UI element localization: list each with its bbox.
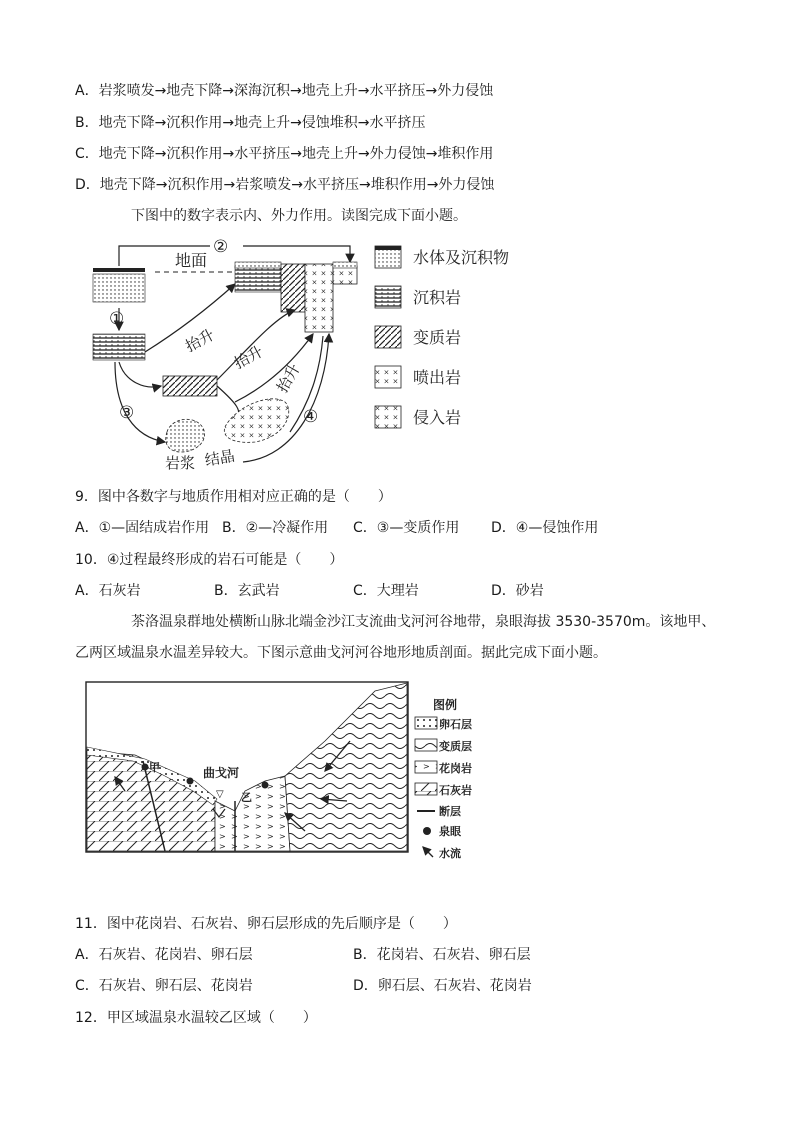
legend2-fault: 断层 <box>439 805 461 818</box>
uplift-label-2: 抬升 <box>231 342 267 373</box>
crystallize-label: 结晶 <box>203 446 237 470</box>
uplift-label-3: 抬升 <box>273 360 304 396</box>
q11-option-d: D．卵石层、石灰岩、花岗岩 <box>353 978 532 994</box>
figure2-legend <box>415 697 472 860</box>
jia-label: 甲 <box>149 761 160 774</box>
yi-label: 乙 <box>241 791 252 804</box>
num-1-label: ① <box>109 309 125 329</box>
magma-label: 岩浆 <box>165 454 196 472</box>
intro-figure1: 下图中的数字表示内、外力作用。读图完成下面小题。 <box>131 208 467 224</box>
q11-option-a: A．石灰岩、花岗岩、卵石层 <box>75 947 253 963</box>
legend2-pebble: 卵石层 <box>439 718 472 731</box>
legend-metamorphic: 变质岩 <box>413 328 462 347</box>
q10-option-d: D．砂岩 <box>491 583 544 599</box>
water-sediment-block <box>93 274 145 302</box>
intrusive-block-right <box>305 264 333 332</box>
q10-stem: 10．④过程最终形成的岩石可能是（ ） <box>75 552 344 568</box>
q8-option-a: A．岩浆喷发→地壳下降→深海沉积→地壳上升→水平挤压→外力侵蚀 <box>75 83 494 99</box>
q8-option-c: C．地壳下降→沉积作用→水平挤压→地壳上升→外力侵蚀→堆积作用 <box>75 146 494 162</box>
q9-option-b: B．②—冷凝作用 <box>222 520 329 536</box>
legend2-title: 图例 <box>433 698 458 712</box>
legend2-spring: 泉眼 <box>439 825 461 838</box>
metamorphic-block-middle <box>163 376 217 396</box>
q10-option-a: A．石灰岩 <box>75 583 141 599</box>
legend-extrusive: 喷出岩 <box>413 368 462 387</box>
q10-option-b: B．玄武岩 <box>214 583 280 599</box>
q11-stem: 11．图中花岗岩、石灰岩、卵石层形成的先后顺序是（ ） <box>75 916 457 932</box>
legend2-meta: 变质层 <box>439 740 472 753</box>
q9-option-c: C．③—变质作用 <box>353 520 460 536</box>
uplift-label-1: 抬升 <box>182 325 218 356</box>
magma-blob <box>166 419 205 452</box>
legend-intrusive: 侵入岩 <box>413 408 462 427</box>
num-4-label: ④ <box>303 407 319 427</box>
spring-jia <box>142 764 149 771</box>
valley-section-figure <box>85 681 485 863</box>
q10-option-c: C．大理岩 <box>353 583 419 599</box>
q12-stem: 12．甲区域温泉水温较乙区域（ ） <box>75 1010 317 1026</box>
legend2-limestone: 石灰岩 <box>439 784 472 797</box>
q9-option-d: D．④—侵蚀作用 <box>491 520 599 536</box>
q9-stem: 9．图中各数字与地质作用相对应正确的是（ ） <box>75 489 392 505</box>
q8-option-d: D．地壳下降→沉积作用→岩浆喷发→水平挤压→堆积作用→外力侵蚀 <box>75 177 495 193</box>
intrusive-blob <box>224 399 288 443</box>
figure1-legend <box>375 246 509 428</box>
rock-cycle-figure <box>85 232 545 477</box>
legend-water-sediment: 水体及沉积物 <box>413 248 510 267</box>
num-3-label: ③ <box>119 403 135 423</box>
legend2-granite: 花岗岩 <box>439 762 472 775</box>
ground-label: 地面 <box>175 251 208 270</box>
metamorphic-block-right <box>281 264 305 312</box>
river-label: 曲戈河 <box>203 766 240 780</box>
q8-option-b: B．地壳下降→沉积作用→地壳上升→侵蚀堆积→水平挤压 <box>75 115 426 131</box>
water-surface-top <box>93 268 145 272</box>
spring-yi <box>262 782 269 789</box>
q11-option-c: C．石灰岩、卵石层、花岗岩 <box>75 978 253 994</box>
sedimentary-block-right <box>235 266 281 292</box>
sedimentary-block-left <box>93 334 145 360</box>
legend-sedimentary: 沉积岩 <box>413 288 462 307</box>
num-2-label: ② <box>213 237 229 257</box>
q9-option-a: A．①—固结成岩作用 <box>75 520 210 536</box>
legend2-flow: 水流 <box>439 847 461 860</box>
extrusive-block-right <box>333 266 357 284</box>
svg-text:▽: ▽ <box>216 789 224 800</box>
intro-figure2: 茶洛温泉群地处横断山脉北端金沙江支流曲戈河河谷地带，泉眼海拔 3530-3570m。该地甲、乙两区域温泉水温差异较大。下图示意曲戈河河谷地形地质剖面。据此完成下面小题。 <box>75 614 716 661</box>
q11-option-b: B．花岗岩、石灰岩、卵石层 <box>353 947 531 963</box>
